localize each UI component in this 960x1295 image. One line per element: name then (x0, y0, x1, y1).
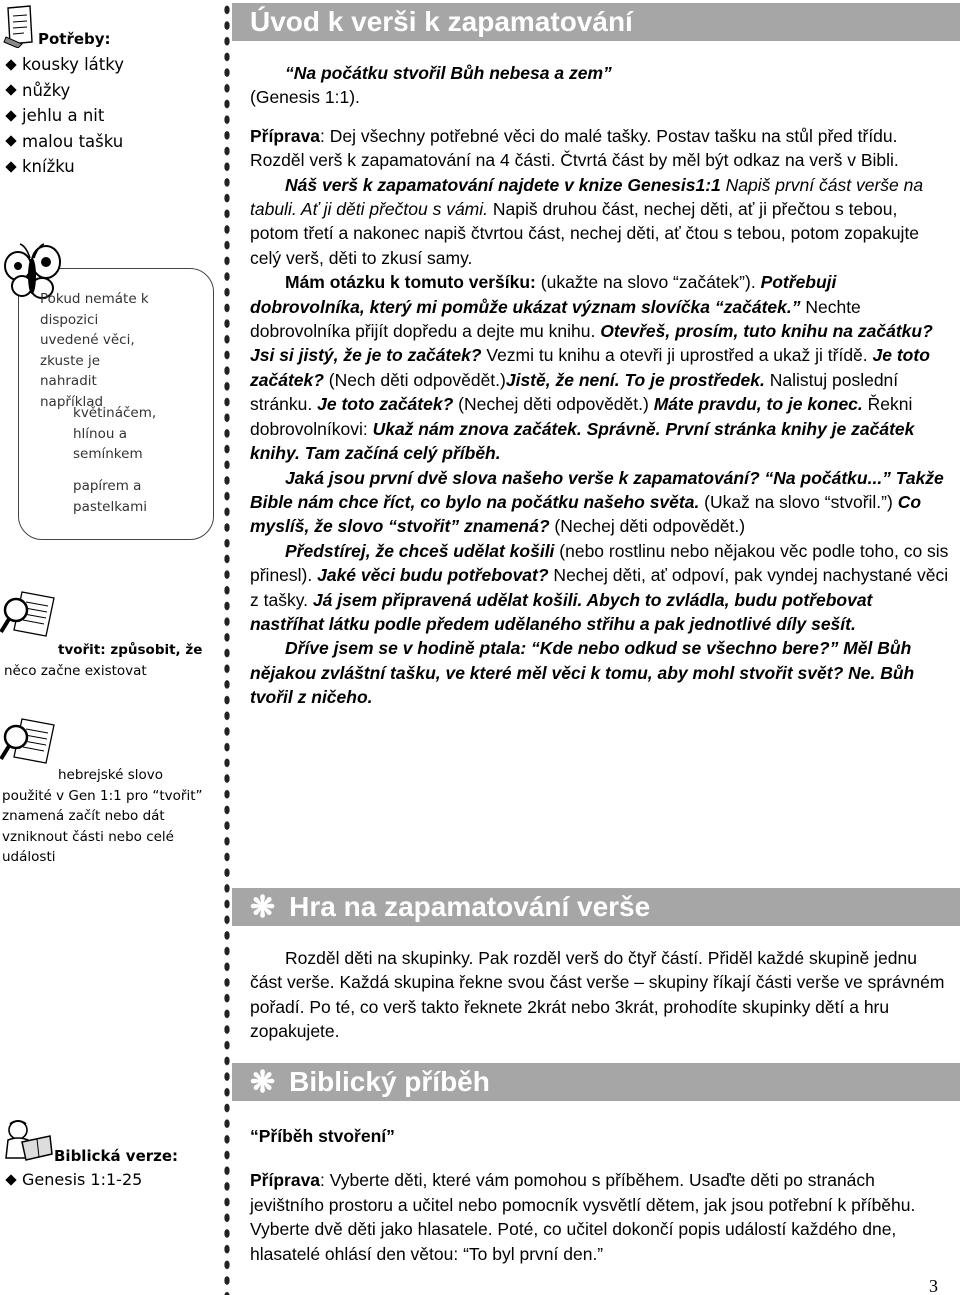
memory-verse-ref: (Genesis 1:1). (250, 87, 360, 108)
section-header (232, 3, 960, 41)
note-tvorit-cont: něco začne existovat (4, 663, 147, 679)
story-title: “Příběh stvoření” (250, 1126, 395, 1146)
asterisk-icon: ❋ (250, 1065, 276, 1099)
paragraph: Předstírej, že chceš udělat košili (nebo rostlinu nebo nějakou věc podle toho, co sis přinesl). Jaké věci budu potřebovat? Nechej děti, ať odpoví, pak vyndej nachystané věci z tašky. Já jsem připravená udělat košili. Abych to zvládla, budu potřebovat nastříhat látku podle předem udělaného střihu a pak jednotlivé díly sešít. (250, 540, 949, 634)
verse-ref: Genesis 1:1-25 (4, 1170, 142, 1191)
reading-child-icon (0, 1118, 56, 1166)
paragraph: Rozděl děti na skupinky. Pak rozděl verš do čtyř částí. Přiděl každé skupině jednu část verše. Každá skupina řekne svou část verše – skupiny říkají části verše ve správném pořadí. Po té, co verš takto řeknete 2krát nebo 3krát, prohodíte skupinky dětí a hru zopakujete. (250, 948, 945, 1042)
section-title: Úvod k verši k zapamatování (250, 6, 633, 37)
note-hebrew-2: použité v Gen 1:1 pro “tvořit” (2, 788, 203, 804)
list-item: malou tašku (4, 129, 124, 155)
section-body (250, 946, 950, 1044)
note-tvorit: tvořit: způsobit, že (58, 642, 203, 658)
section-title: Hra na zapamatování verše (289, 891, 651, 922)
note-hebrew-1: hebrejské slovo (58, 767, 164, 783)
diamond-bullet-icon (5, 110, 16, 121)
list-item: jehlu a nit (4, 103, 124, 129)
magnifier-document-icon (0, 715, 62, 775)
section-header (232, 888, 960, 926)
checklist-icon (2, 4, 38, 48)
diamond-bullet-icon (5, 136, 16, 147)
section-body (250, 1124, 950, 1266)
section-header (232, 1063, 960, 1101)
preparation-paragraph: Příprava: Dej všechny potřebné věci do malé tašky. Postav tašku na stůl před třídu. Rozděl verš k zapamatování na 4 části. Čtvrtá část by měl být odkaz na verš v Bibli. (250, 125, 899, 171)
paragraph: Náš verš k zapamatování najdete v knize Genesis1:1 Napiš první část verše na tabuli. Ať ji děti přečtou s vámi. Napiš druhou část, nechej děti, ať ji přečtou s tebou, potom třetí a nakonec napiš čtvrtou část, nechej děti, ať čtou s tebou, potom zopakujte celý verš, děti to zkusí samy. (250, 174, 924, 268)
alternatives-text: Pokud nemáte k dispozici uvedené věci, zkuste je nahradit například (40, 291, 149, 410)
verse-title: Biblická verze: (54, 1147, 179, 1165)
alternatives-option-2: papírem a pastelkami (73, 478, 147, 515)
page-number: 3 (929, 1276, 938, 1295)
preparation-paragraph: Příprava: Vyberte děti, které vám pomohou s příběhem. Usaďte děti po stranách jevištního prostoru a učitel nebo pomocník vysvětlí dětem, jak jsou potřební k příběhu. Vyberte dvě děti jako hlasatele. Poté, co učitel dokončí popis událostí každého dne, hlasatelé ohlásí den větou: “To byl první den.” (250, 1170, 916, 1264)
asterisk-icon: ❋ (250, 890, 276, 924)
diamond-bullet-icon (5, 1175, 16, 1186)
diamond-bullet-icon (5, 59, 16, 70)
dotted-divider (222, 0, 232, 1295)
section-body (250, 61, 950, 710)
memory-verse: “Na počátku stvořil Bůh nebesa a zem” (285, 63, 612, 83)
needs-title: Potřeby: (38, 30, 111, 48)
paragraph: Jaká jsou první dvě slova našeho verše k zapamatování? “Na počátku...” Takže Bible nám chce říct, co bylo na počátku našeho světa. (Ukaž na slovo “stvořil.”) Co myslíš, že slovo “stvořit” znamená? (Nechej děti odpovědět.) (250, 467, 944, 537)
diamond-bullet-icon (5, 85, 16, 96)
paragraph: Mám otázku k tomuto veršíku: (ukažte na slovo “začátek”). Potřebuji dobrovolníka, který mi pomůže ukázat význam slovíčka “začátek.” Nechte dobrovolníka přijít dopředu a dejte mu knihu. Otevřeš, prosím, tuto knihu na začátku? Jsi si jistý, že je to začátek? Vezmi tu knihu a otevři ji uprostřed a ukaž ji třídě. Je toto začátek? (Nech děti odpovědět.)Jistě, že není. To je prostředek. Nalistuj poslední stránku. Je toto začátek? (Nechej děti odpovědět.) Máte pravdu, to je konec. Řekni dobrovolníkovi: Ukaž nám znova začátek. Správně. První stránka knihy je začátek knihy. Tam začíná celý příběh. (250, 272, 933, 464)
magnifier-document-icon (0, 588, 62, 648)
note-hebrew-5: události (2, 849, 56, 865)
paragraph: Dříve jsem se v hodině ptala: “Kde nebo odkud se všechno bere?” Měl Bůh nějakou zvláštní tašku, ve které měl věci k tomu, aby mohl stvořit svět? Ne. Bůh tvořil z ničeho. (250, 638, 915, 708)
list-item: nůžky (4, 78, 124, 104)
sidebar (0, 0, 215, 1295)
note-hebrew-3: znamená začít nebo dát (2, 808, 165, 824)
diamond-bullet-icon (5, 161, 16, 172)
alternatives-option-1: květináčem, hlínou a semínkem (73, 405, 157, 462)
section-title: Biblický příběh (289, 1066, 490, 1097)
list-item: knížku (4, 154, 124, 180)
needs-list (4, 52, 124, 180)
list-item: kousky látky (4, 52, 124, 78)
note-hebrew-4: vzniknout části nebo celé (2, 829, 174, 845)
